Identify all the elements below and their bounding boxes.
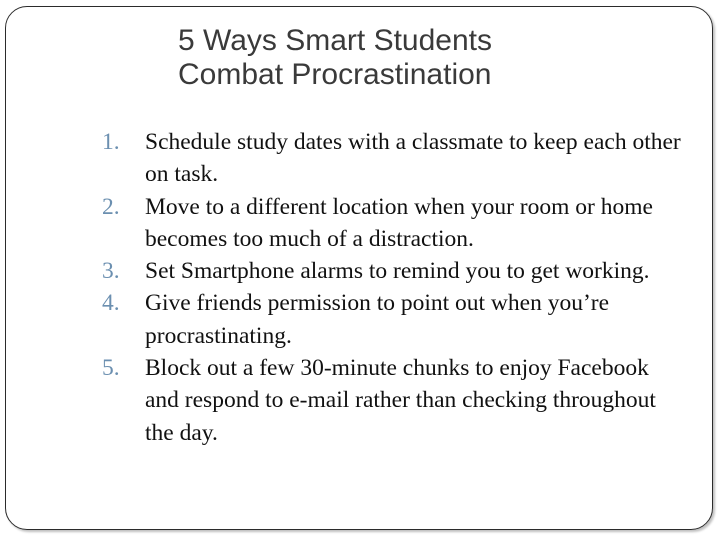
list-item-number: 3. (102, 258, 120, 285)
title-line-2: Combat Procrastination (178, 58, 492, 91)
title-line-1: 5 Ways Smart Students (178, 24, 493, 57)
list-item (102, 352, 687, 449)
list-item (102, 255, 687, 287)
list-item (102, 126, 687, 191)
list-item-number: 1. (102, 129, 120, 155)
list-item (102, 191, 687, 256)
list-item-text: Block out a few 30-minute chunks to enjoy Facebook and respond to e-mail rather than checking throughout the day. (145, 355, 656, 446)
list-item-text: Move to a different location when your room or home becomes too much of a distraction. (145, 193, 653, 252)
tips-list (102, 126, 687, 449)
list-item-number: 5. (102, 355, 120, 382)
list-item-text: Set Smartphone alarms to remind you to get working. (145, 258, 650, 285)
list-item (102, 287, 687, 352)
slide-title (178, 24, 638, 92)
list-item-text: Give friends permission to point out when you’re procrastinating. (145, 290, 610, 349)
list-item-number: 4. (102, 290, 120, 317)
list-item-text: Schedule study dates with a classmate to keep each other on task. (145, 129, 681, 188)
list-item-number: 2. (102, 193, 120, 220)
